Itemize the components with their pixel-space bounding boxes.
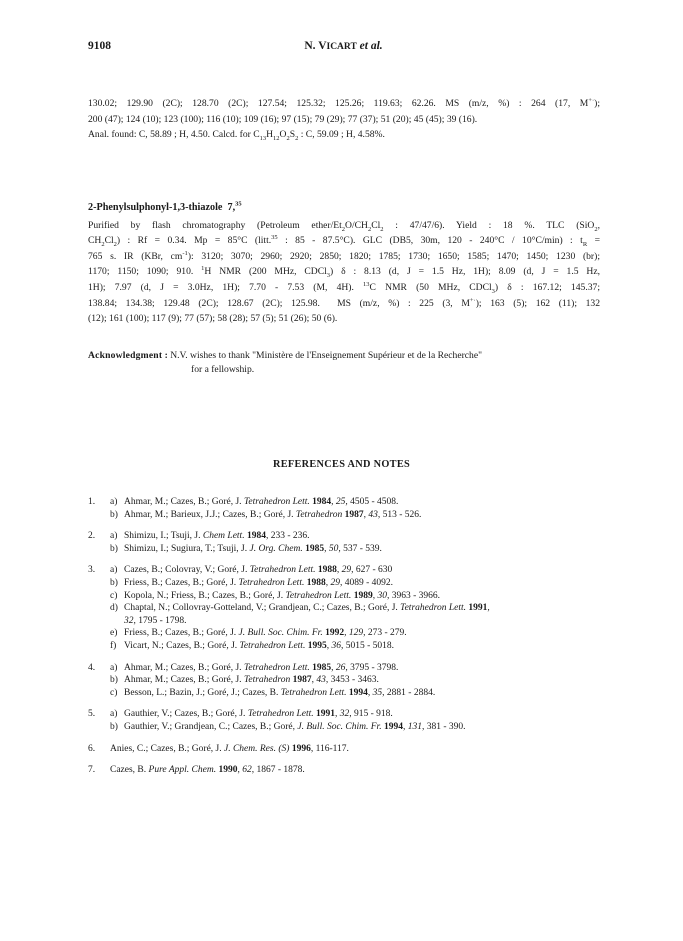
author-suffix: et al. (359, 40, 383, 52)
reference-item-text: Friess, B.; Cazes, B.; Goré, J. J. Bull. Soc. Chim. Fr. 1992, 129, 273 - 279. (124, 628, 407, 639)
reference-entry (88, 743, 608, 756)
author-smallcaps: ICART (326, 42, 357, 52)
reference-item-letter: b) (110, 577, 118, 588)
continuation-line: 130.02; 129.90 (2C); 128.70 (2C); 127.54; 125.32; 125.26; 119.63; 62.26. MS (m/z, %) : 264 (17, M+·); (88, 96, 600, 109)
reference-item-continuation: 32, 1795 - 1798. (124, 615, 187, 626)
reference-entry (88, 530, 608, 555)
acknowledgment-separator: : (162, 350, 171, 361)
acknowledgment-text-cont: for a fellowship. (191, 364, 255, 375)
reference-number: 3. (88, 565, 96, 576)
acknowledgment-text: N.V. wishes to thank "Ministère de l'Enseignement Supérieur et de la Recherche" (170, 350, 483, 361)
compound-line: 1170; 1150; 1090; 910. $^1$H NMR (200 MHz, CDCl$_3$) δ : 8.13 (d, J = 1.5 Hz, 1H); 8.09 (d, J = 1.5 Hz, (88, 265, 600, 280)
page-number: 9108 (88, 40, 111, 52)
running-head (88, 40, 599, 52)
reference-item-text: Besson, L.; Bazin, J.; Goré, J.; Cazes, B. Tetrahedron Lett. 1994, 35, 2881 - 2884. (124, 687, 436, 698)
reference-item-text: Ahmar, M.; Barieux, J.J.; Cazes, B.; Goré, J. Tetrahedron 1987, 43, 513 - 526. (124, 509, 422, 520)
reference-item (110, 564, 608, 577)
reference-item-letter: e) (110, 628, 118, 639)
references-list (88, 496, 608, 786)
reference-item-letter: c) (110, 687, 118, 698)
compound-line: (12); 161 (100); 117 (9); 77 (57); 58 (28); 57 (5); 51 (26); 50 (6). (88, 313, 338, 325)
reference-entry (88, 496, 608, 521)
reference-item-letter: a) (110, 497, 118, 507)
continuation-paragraph (88, 96, 600, 143)
reference-item (110, 687, 608, 700)
reference-item (110, 509, 608, 522)
reference-entry (88, 764, 608, 777)
page-header (88, 40, 599, 58)
author-initial: N. V (304, 40, 327, 52)
reference-item (110, 496, 608, 509)
reference-item-letter: a) (110, 662, 118, 673)
reference-item-text: Anies, C.; Cazes, B.; Goré, J. J. Chem. Res. (S) 1996, 116-117. (110, 743, 349, 754)
reference-item-letter: a) (110, 531, 118, 542)
reference-item (110, 602, 608, 627)
reference-item-text: Gauthier, V.; Grandjean, C.; Cazes, B.; Goré, J. Bull. Soc. Chim. Fr. 1994, 131, 381 - 390. (124, 721, 466, 732)
reference-item (110, 577, 608, 590)
reference-item-letter: d) (110, 603, 118, 614)
reference-number: 6. (88, 743, 96, 754)
reference-item (110, 530, 608, 543)
continuation-line: Anal. found: C, 58.89 ; H, 4.50. Calcd. for $C_{13}H_{12}O_2S_2$ : C, 59.09 ; H, 4.58%. (88, 129, 385, 143)
reference-item-text: Kopola, N.; Friess, B.; Cazes, B.; Goré, J. Tetrahedron Lett. 1989, 30, 3963 - 3966. (124, 590, 440, 601)
reference-number: 5. (88, 709, 96, 720)
continuation-line: 200 (47); 124 (10); 123 (100); 116 (10); 109 (16); 97 (15); 79 (29); 77 (37); 51 (20); 45 (45); 39 (16). (88, 113, 478, 125)
reference-item-letter: b) (110, 675, 118, 686)
reference-item-letter: a) (110, 709, 118, 720)
reference-item-text: Chaptal, N.; Collovray-Gotteland, V.; Grandjean, C.; Cazes, B.; Goré, J. Tetrahedron Lett. 1991, (124, 603, 490, 614)
reference-item (110, 627, 608, 640)
reference-number: 4. (88, 662, 96, 673)
reference-item-letter: b) (110, 721, 118, 732)
reference-number: 7. (88, 765, 96, 776)
reference-item-text: Ahmar, M.; Cazes, B.; Goré, J. Tetrahedron Lett. 1984, 25, 4505 - 4508. (124, 497, 399, 507)
reference-entry (88, 708, 608, 733)
reference-item (110, 590, 608, 603)
compound-line: 1H); 7.97 (d, J = 3.0Hz, 1H); 7.70 - 7.53 (M, 4H). $^{13}$C NMR (50 MHz, CDCl$_3$) δ : 167.12; 145.37; (88, 280, 600, 295)
acknowledgment (88, 349, 608, 377)
reference-item-text: Friess, B.; Cazes, B.; Goré, J. Tetrahedron Lett. 1988, 29, 4089 - 4092. (124, 577, 394, 588)
reference-number: 2. (88, 531, 96, 542)
reference-item-letter: b) (110, 543, 118, 554)
compound-line: 138.84; 134.38; 129.48 (2C); 128.67 (2C); 125.98. MS (m/z, %) : 225 (3, M+·); 163 (5); 162 (11); 132 (88, 296, 601, 309)
reference-item-letter: a) (110, 565, 118, 576)
reference-item-text: Cazes, B.; Colovray, V.; Goré, J. Tetrahedron Lett. 1988, 29, 627 - 630 (124, 565, 393, 576)
reference-entry (88, 662, 608, 700)
reference-item-text: Vicart, N.; Cazes, B.; Goré, J. Tetrahedron Lett. 1995, 36, 5015 - 5018. (124, 640, 394, 651)
reference-item-text: Shimizu, I.; Sugiura, T.; Tsuji, J. J. Org. Chem. 1985, 50, 537 - 539. (124, 543, 382, 554)
reference-item (110, 543, 608, 556)
reference-item-letter: b) (110, 509, 118, 520)
compound-title: 2-Phenylsulphonyl-1,3-thiazole 7,35 (88, 200, 242, 213)
reference-entry (88, 564, 608, 652)
reference-item (110, 764, 608, 777)
acknowledgment-label: Acknowledgment (88, 350, 163, 361)
reference-item (110, 674, 608, 687)
reference-item-letter: f) (110, 640, 117, 651)
reference-item (110, 708, 608, 721)
reference-item (110, 640, 608, 653)
reference-item-letter: c) (110, 590, 118, 601)
reference-item (110, 662, 608, 675)
references-title: REFERENCES AND NOTES (272, 459, 411, 470)
reference-item (110, 743, 608, 756)
reference-item-text: Ahmar, M.; Cazes, B.; Goré, J. Tetrahedron Lett. 1985, 26, 3795 - 3798. (124, 662, 399, 673)
compound-section (88, 200, 600, 327)
reference-item-text: Shimizu, I.; Tsuji, J. Chem Lett. 1984, 233 - 236. (124, 531, 310, 542)
reference-item-text: Ahmar, M.; Cazes, B.; Goré, J. Tetrahedron 1987, 43, 3453 - 3463. (124, 675, 379, 686)
reference-number: 1. (88, 497, 96, 507)
compound-line: $CH_2Cl_2$) : Rf = 0.34. Mp = 85°C (litt.$^{35}$ : 85 - 87.5°C). GLC (DB5, 30m, 120 - 240°C / 10°C/min) : $t_R$ = (88, 234, 600, 249)
reference-item (110, 721, 608, 734)
compound-line: 765 s. IR (KBr, $cm^{-1}$): 3120; 3070; 2960; 2920; 2850; 1820; 1785; 1730; 1650; 1585; 1470; 1450; 1230 (br); (88, 249, 600, 262)
reference-item-text: Gauthier, V.; Cazes, B.; Goré, J. Tetrahedron Lett. 1991, 32, 915 - 918. (124, 709, 393, 720)
reference-item-text: Cazes, B. Pure Appl. Chem. 1990, 62, 1867 - 1878. (110, 765, 305, 776)
compound-line: Purified by flash chromatography (Petroleum ether/$Et_2O/CH_2Cl_2$ : 47/47/6). Yield : 18 %. TLC (SiO$_2$, (88, 219, 600, 233)
